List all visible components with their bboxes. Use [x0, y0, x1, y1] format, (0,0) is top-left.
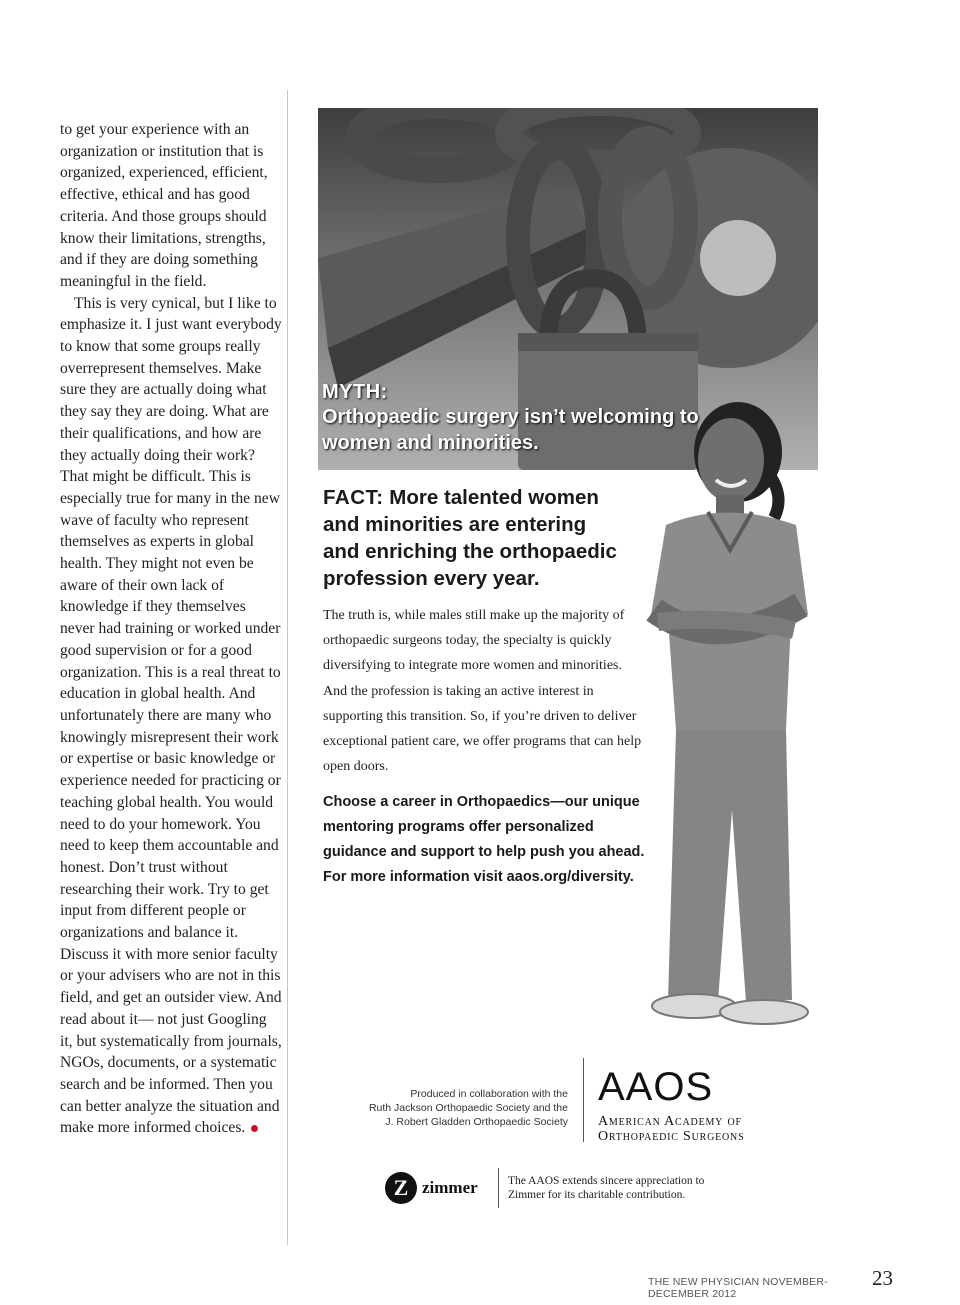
page-footer [648, 1266, 893, 1300]
fact-text: More talented women and minorities are entering and enriching the orthopaedic profession every year. [323, 486, 617, 590]
aaos-name-line: American Academy of [598, 1114, 742, 1129]
fact-block [323, 484, 623, 592]
aaos-logo: AAOS [598, 1065, 714, 1109]
aaos-full-name [598, 1114, 788, 1144]
credit-line: Produced in collaboration with the [410, 1088, 568, 1100]
publication-line: THE NEW PHYSICIAN NOVEMBER-DECEMBER 2012 [648, 1276, 828, 1300]
ad-body-copy: The truth is, while males still make up the majority of orthopaedic surgeons today, the specialty is quickly diversifying to integrate more women and minorities. And the profession is taking an active interest in supporting this transition. So, if you’re driven to deliver exceptional patient care, we offer programs that can help open doors. [323, 608, 642, 775]
myth-label: MYTH: [322, 381, 388, 403]
article-column [60, 119, 282, 1139]
zimmer-logo [385, 1171, 478, 1205]
article-paragraph-2-text: This is very cynical, but I like to emphasize it. I just want everybody to know that some groups really overrepresent themselves. Make sure they are actually doing what they say they are doing. What are their qualifications, and how are they actually doing their work? That might be difficult. This is especially true for many in the new wave of faculty who represent themselves as experts in global health. They might not even be aware of their own lack of knowledge if they themselves never had training or worked under good supervision or for a good organization. This is a real threat to education in global health. And unfortunately there are many who knowingly misrepresent their work or expertise or basic knowledge or experience needed for practicing or teaching global health. You would need to do your homework. You need to keep them accountable and honest. Don’t trust without researching their work. Try to get input from different people or organizations and balance it. Discuss it with more senior faculty or your advisers who are not in this field, and get an outsider view. And read about it— not just Googling it, but systematically from journals, NGOs, documents, or a systematic search and be informed. Then you can better analyze the situation and make more informed choices. [60, 294, 282, 1137]
zimmer-z-icon: Z [385, 1172, 417, 1204]
myth-text: Orthopaedic surgery isn’t welcoming to women and minorities. [322, 406, 699, 454]
article-paragraph-1: to get your experience with an organization or institution that is organized, experienced, efficient, effective, ethical and has good criteria. And those groups should know their limitations, strengths, and if they are doing something meaningful in the field. [60, 121, 268, 290]
page-number: 23 [872, 1266, 893, 1290]
end-mark-icon [251, 1125, 258, 1132]
zimmer-wordmark: zimmer [422, 1178, 478, 1197]
zimmer-acknowledgement: The AAOS extends sincere appreciation to Zimmer for its charitable contribution. [508, 1175, 705, 1201]
aaos-name-line: Orthopaedic Surgeons [598, 1129, 745, 1144]
column-divider [287, 90, 288, 1245]
ad-call-to-action: Choose a career in Orthopaedics—our unique mentoring programs offer personalized guidance and support to help push you ahead. For more information visit aaos.org/diversity. [323, 794, 645, 885]
fact-label: FACT: [323, 486, 384, 509]
logo-divider [583, 1058, 584, 1142]
credit-line: J. Robert Gladden Orthopaedic Society [385, 1116, 568, 1128]
article-paragraph-2 [60, 293, 282, 1139]
collaboration-credit [330, 1087, 568, 1129]
credit-line: Ruth Jackson Orthopaedic Society and the [368, 1102, 568, 1114]
zimmer-divider [498, 1168, 499, 1208]
